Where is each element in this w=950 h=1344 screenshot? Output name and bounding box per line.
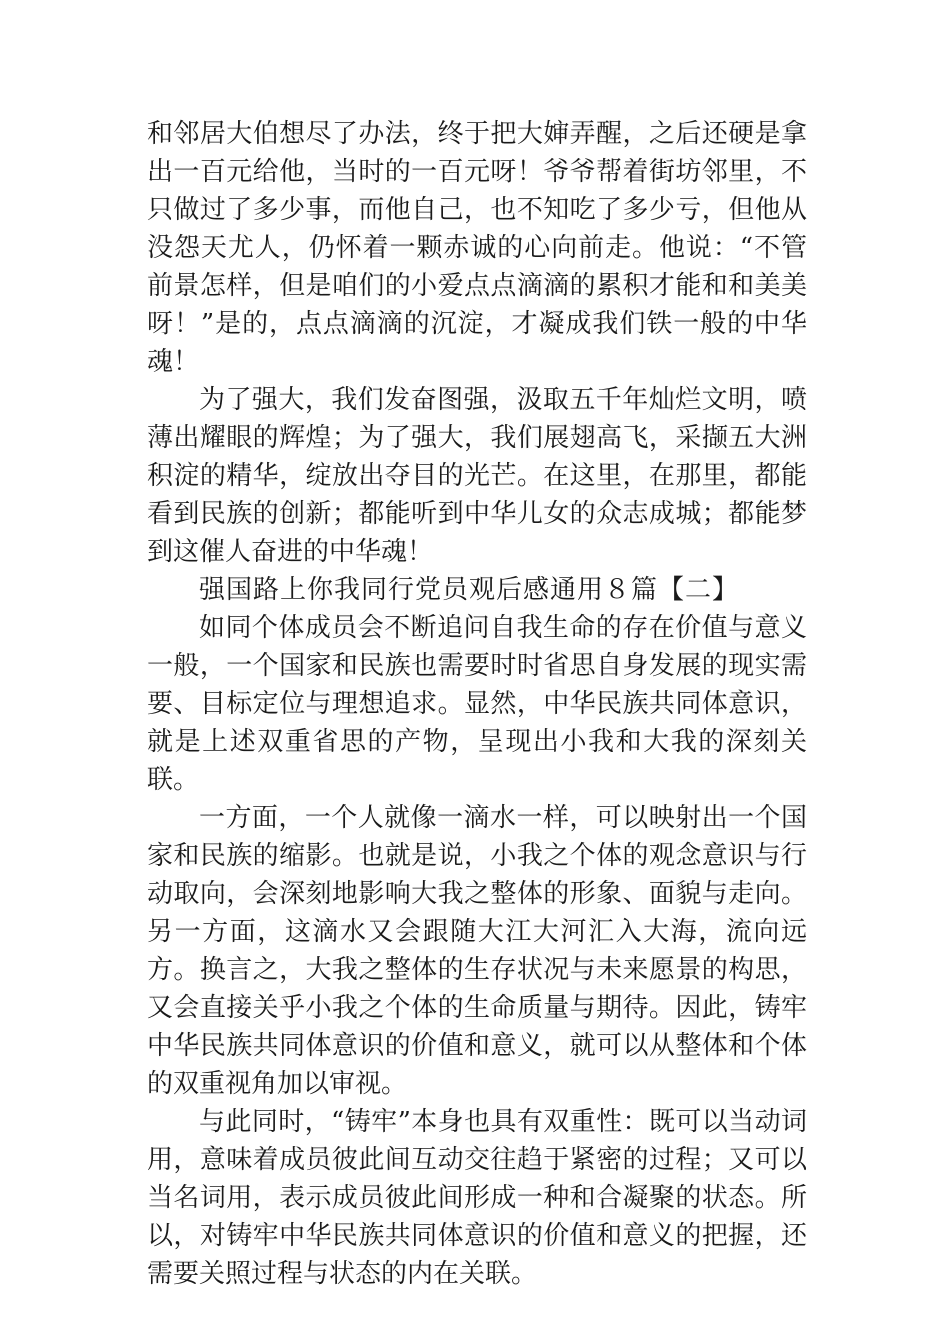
paragraph-individual-and-nation: 如同个体成员会不断追问自我生命的存在价值与意义一般，一个国家和民族也需要时时省思自身发展的现实需要、目标定位与理想追求。显然，中华民族共同体意识，就是上述双重省思的产物，呈现出小我和大我的深刻关联。	[147, 613, 807, 795]
document-body	[147, 115, 807, 1293]
paragraph-water-drop: 一方面，一个人就像一滴水一样，可以映射出一个国家和民族的缩影。也就是说，小我之个体的观念意识与行动取向，会深刻地影响大我之整体的形象、面貌与走向。另一方面，这滴水又会跟随大江大河汇入大海，流向远方。换言之，大我之整体的生存状况与未来愿景的构思，又会直接关乎小我之个体的生命质量与期待。因此，铸牢中华民族共同体意识的价值和意义，就可以从整体和个体的双重视角加以审视。	[147, 803, 807, 1099]
paragraph-continuation: 和邻居大伯想尽了办法，终于把大婶弄醒，之后还硬是拿出一百元给他，当时的一百元呀！爷爷帮着街坊邻里，不只做过了多少事，而他自己，也不知吃了多少亏，但他从没怨天尤人，仍怀着一颗赤诚的心向前走。他说：“不管前景怎样，但是咱们的小爱点点滴滴的累积才能和和美美呀！”是的，点点滴滴的沉淀，才凝成我们铁一般的中华魂！	[147, 119, 807, 377]
paragraph-strength: 为了强大，我们发奋图强，汲取五千年灿烂文明，喷薄出耀眼的辉煌；为了强大，我们展翅高飞，采撷五大洲积淀的精华，绽放出夺目的光芒。在这里，在那里，都能看到民族的创新；都能听到中华儿女的众志成城；都能梦到这催人奋进的中华魂！	[147, 385, 807, 567]
section-heading: 强国路上你我同行党员观后感通用８篇【二】	[199, 575, 740, 605]
paragraph-dual-nature: 与此同时，“铸牢”本身也具有双重性：既可以当动词用，意味着成员彼此间互动交往趋于紧密的过程；又可以当名词用，表示成员彼此间形成一种和合凝聚的状态。所以，对铸牢中华民族共同体意识的价值和意义的把握，还需要关照过程与状态的内在关联。	[147, 1107, 807, 1289]
